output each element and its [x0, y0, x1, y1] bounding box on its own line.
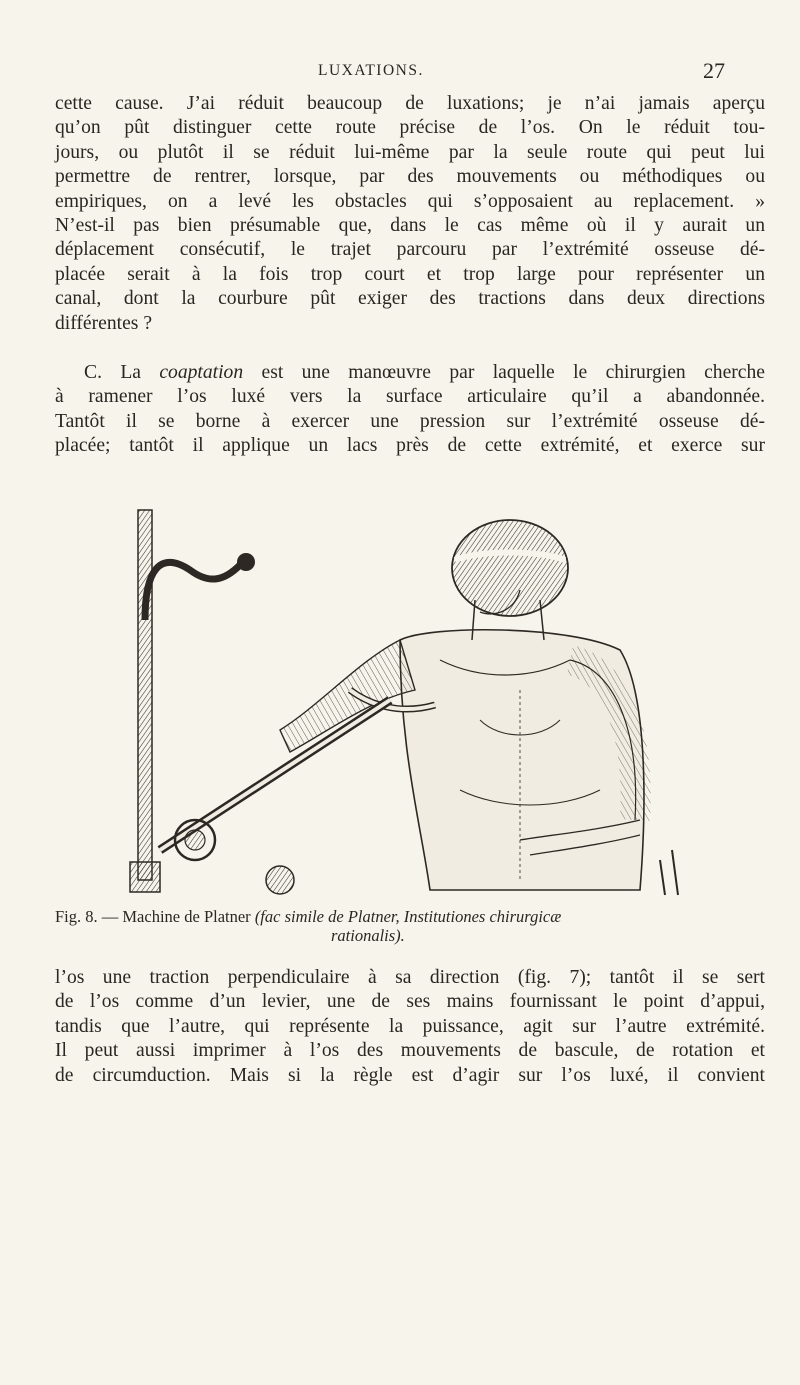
text-line: qu’on pût distinguer cette route précise de l’os. On le réduit tou- [55, 117, 765, 139]
caption-line-1 [55, 907, 765, 926]
caption-source: (fac simile de Platner, Institutiones chirurgicæ [254, 907, 562, 926]
text-line: différentes ? [55, 312, 153, 334]
figure-caption [55, 907, 765, 945]
paragraph-3 [55, 966, 765, 1088]
figure-label: Fig. 8. [55, 907, 98, 926]
text-line: Tantôt il se borne à exercer une pression sur l’extrémité osseuse dé- [55, 410, 765, 432]
machine-post [138, 510, 152, 880]
text-line: N’est-il pas bien présumable que, dans le cas même où il y aurait un [55, 215, 765, 237]
paragraph-1 [55, 92, 765, 336]
para2-line1-rest: est une manœuvre par laquelle le chirurgien cherche [243, 362, 765, 383]
running-head [0, 58, 800, 86]
caption-dash: — [97, 907, 123, 926]
text-line: de l’os comme d’un levier, une de ses mains fournissant le point d’appui, [55, 991, 765, 1013]
text-line: permettre de rentrer, lorsque, par des mouvements ou méthodiques ou [55, 166, 765, 188]
text-line: de circumduction. Mais si la règle est d’agir sur l’os luxé, il convient [55, 1064, 765, 1086]
coaptation-term: coaptation [159, 362, 244, 383]
running-title: LUXATIONS. [318, 62, 424, 79]
figure-platner-machine [100, 490, 720, 900]
bandaged-head [452, 520, 568, 616]
caption-description: Machine de Platner [122, 907, 255, 926]
para2-lead: C. La [84, 362, 160, 383]
text-line: jours, ou plutôt il se réduit lui-même par la seule route qui peut lui [55, 141, 765, 163]
text-line: cette cause. J’ai réduit beaucoup de luxations; je n’ai jamais aperçu [55, 93, 765, 114]
text-line: à ramener l’os luxé vers la surface articulaire qu’il a abandonnée. [55, 386, 765, 408]
text-line [55, 361, 765, 385]
text-line: placée; tantôt il applique un lacs près de cette extrémité, et exerce sur [55, 435, 765, 457]
text-line: l’os une traction perpendiculaire à sa direction (fig. 7); tantôt il se sert [55, 967, 765, 988]
page-number: 27 [703, 58, 725, 83]
caption-source-cont: rationalis). [331, 926, 405, 945]
text-line: empiriques, on a levé les obstacles qui s’opposaient au replacement. » [55, 190, 765, 212]
lever-hook [145, 562, 240, 620]
paragraph-2 [55, 361, 765, 459]
text-line: tandis que l’autre, qui représente la puissance, agit sur l’autre extrémité. [55, 1015, 765, 1037]
raised-arm [280, 640, 415, 752]
text-line: placée serait à la fois trop court et trop large pour représenter un [55, 263, 765, 285]
text-line: déplacement consécutif, le trajet parcouru par l’extrémité osseuse dé- [55, 239, 765, 261]
text-line: Il peut aussi imprimer à l’os des mouvements de bascule, de rotation et [55, 1040, 765, 1062]
text-line: canal, dont la courbure pût exiger des tractions dans deux directions [55, 288, 765, 310]
engraving-illustration [100, 490, 720, 900]
caption-line-2 [55, 926, 765, 945]
